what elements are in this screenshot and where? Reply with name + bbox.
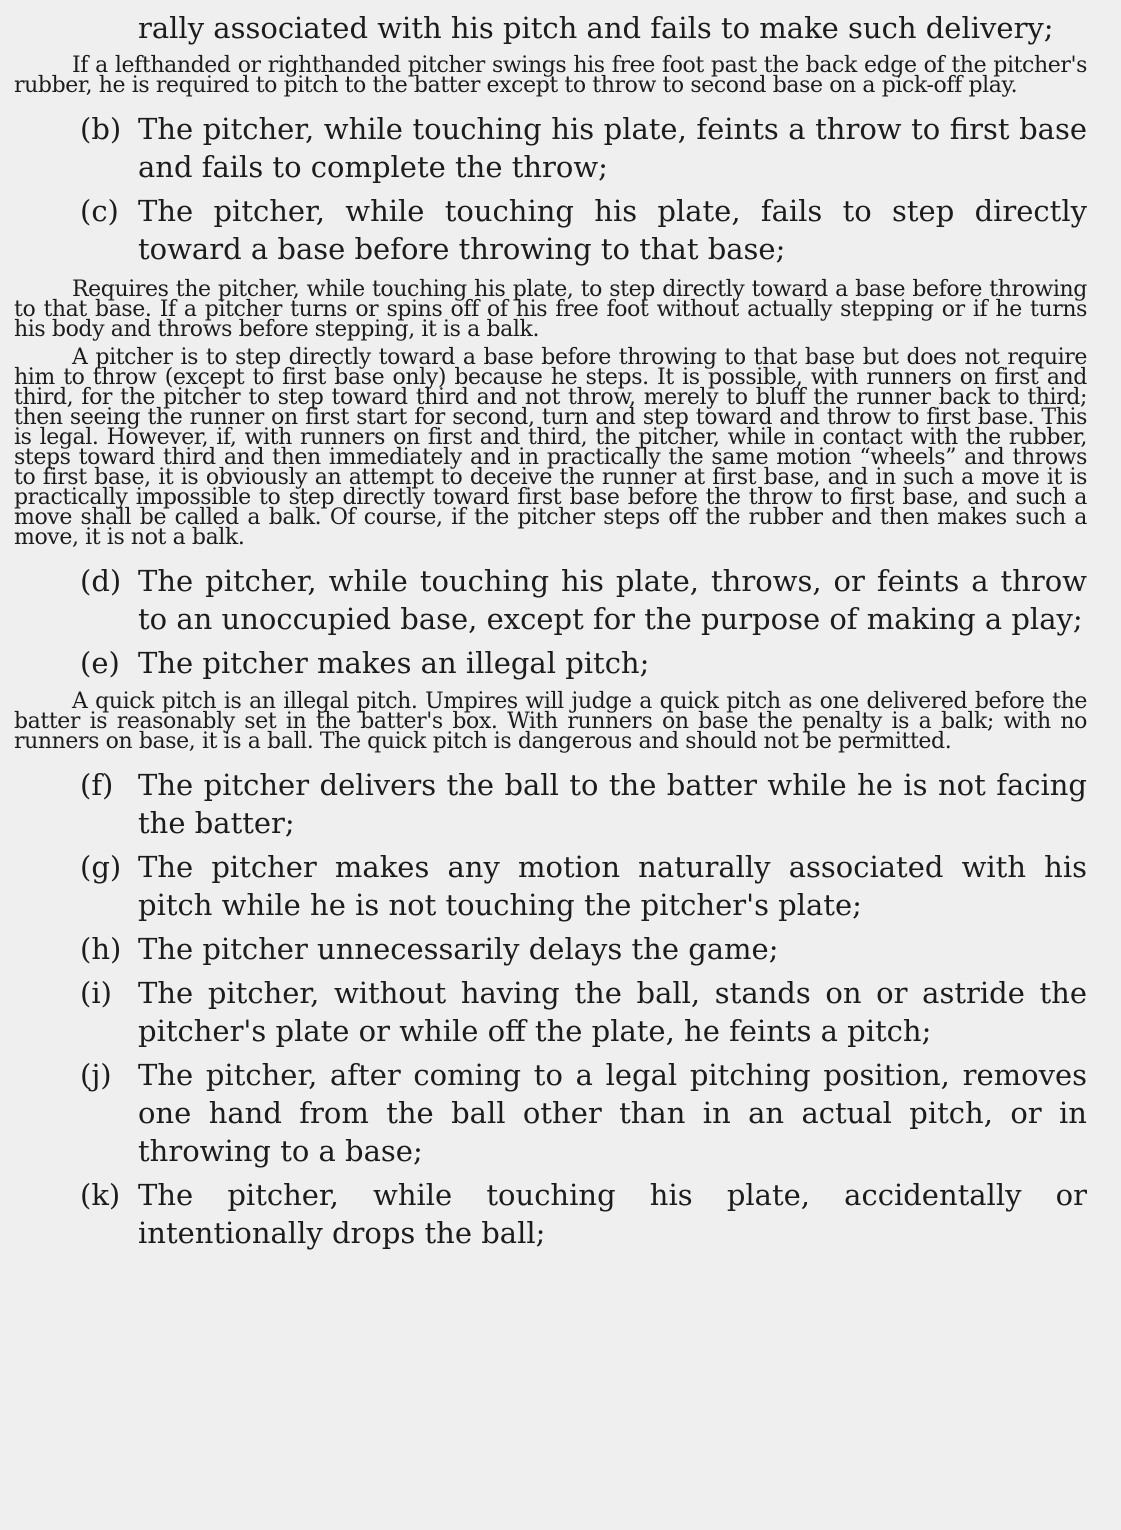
- rule-text: The pitcher makes any motion naturally associated with his pitch while he is not touching the pitcher's plate;: [138, 850, 1087, 922]
- rule-label: (k): [80, 1178, 121, 1212]
- rule-label: (e): [80, 646, 120, 680]
- rule-item-e: [80, 644, 1087, 682]
- rule-label: (c): [80, 194, 119, 228]
- rule-label: (b): [80, 112, 122, 146]
- rule-label: (d): [80, 564, 122, 598]
- rule-text: The pitcher, while touching his plate, accidentally or intentionally drops the ball;: [138, 1178, 1087, 1250]
- rule-label: (i): [80, 976, 112, 1010]
- rule-text: The pitcher makes an illegal pitch;: [138, 646, 650, 680]
- rule-text: The pitcher, while touching his plate, fails to step directly toward a base before throwing to that base;: [138, 194, 1087, 266]
- continued-rule-text: rally associated with his pitch and fails to make such delivery;: [138, 11, 1054, 45]
- rule-item-j: [80, 1056, 1087, 1170]
- rule-text: The pitcher, without having the ball, stands on or astride the pitcher's plate or while off the plate, he feints a pitch;: [138, 976, 1087, 1048]
- rule-item-i: [80, 974, 1087, 1050]
- rule-text: The pitcher, while touching his plate, throws, or feints a throw to an unoccupied base, except for the purpose of making a play;: [138, 564, 1087, 636]
- rule-text: The pitcher unnecessarily delays the game;: [138, 932, 779, 966]
- comment-step-directly: Requires the pitcher, while touching his plate, to step directly toward a base before throwing to that base. If a pitcher turns or spins off of his free foot without actually stepping or if he turns his body and throws before stepping, it is a balk.: [14, 277, 1087, 342]
- rule-item-g: [80, 848, 1087, 924]
- rule-label: (h): [80, 932, 122, 966]
- rule-item-d: [80, 562, 1087, 638]
- rule-label: (j): [80, 1058, 112, 1092]
- rule-item-b: [80, 110, 1087, 186]
- rule-text: The pitcher delivers the ball to the batter while he is not facing the batter;: [138, 768, 1087, 840]
- rule-item-k: [80, 1176, 1087, 1252]
- rule-text: The pitcher, after coming to a legal pitching position, removes one hand from the ball other than in an actual pitch, or in throwing to a base;: [138, 1058, 1087, 1168]
- rule-label: (g): [80, 850, 122, 884]
- rule-item-f: [80, 766, 1087, 842]
- rule-item-h: [80, 930, 1087, 968]
- rule-item-c: [80, 192, 1087, 268]
- comment-quick-pitch: A quick pitch is an illegal pitch. Umpires will judge a quick pitch as one delivered before the batter is reasonably set in the batter's box. With runners on base the penalty is a balk; with no runners on base, it is a ball. The quick pitch is dangerous and should not be permitted.: [14, 689, 1087, 754]
- rule-label: (f): [80, 768, 114, 802]
- comment-step-no-throw: A pitcher is to step directly toward a base before throwing to that base but does not require him to throw (except to first base only) because he steps. It is possible, with runners on first and third, for the pitcher to step toward third and not throw, merely to bluff the runner back to third; then seeing the runner on first start for second, turn and step toward and throw to first base. This is legal. However, if, with runners on first and third, the pitcher, while in contact with the rubber, steps toward third and then immediately and in practically the same motion “wheels” and throws to first base, it is obviously an attempt to deceive the runner at first base, and in such a move it is practically impossible to step directly toward first base before the throw to first base, and such a move shall be called a balk. Of course, if the pitcher steps off the rubber and then makes such a move, it is not a balk.: [14, 345, 1087, 550]
- comment-swing-foot: If a lefthanded or righthanded pitcher swings his free foot past the back edge of the pitcher's rubber, he is required to pitch to the batter except to throw to second base on a pick-off play.: [14, 53, 1087, 98]
- rule-text: The pitcher, while touching his plate, feints a throw to first base and fails to complete the throw;: [138, 112, 1087, 184]
